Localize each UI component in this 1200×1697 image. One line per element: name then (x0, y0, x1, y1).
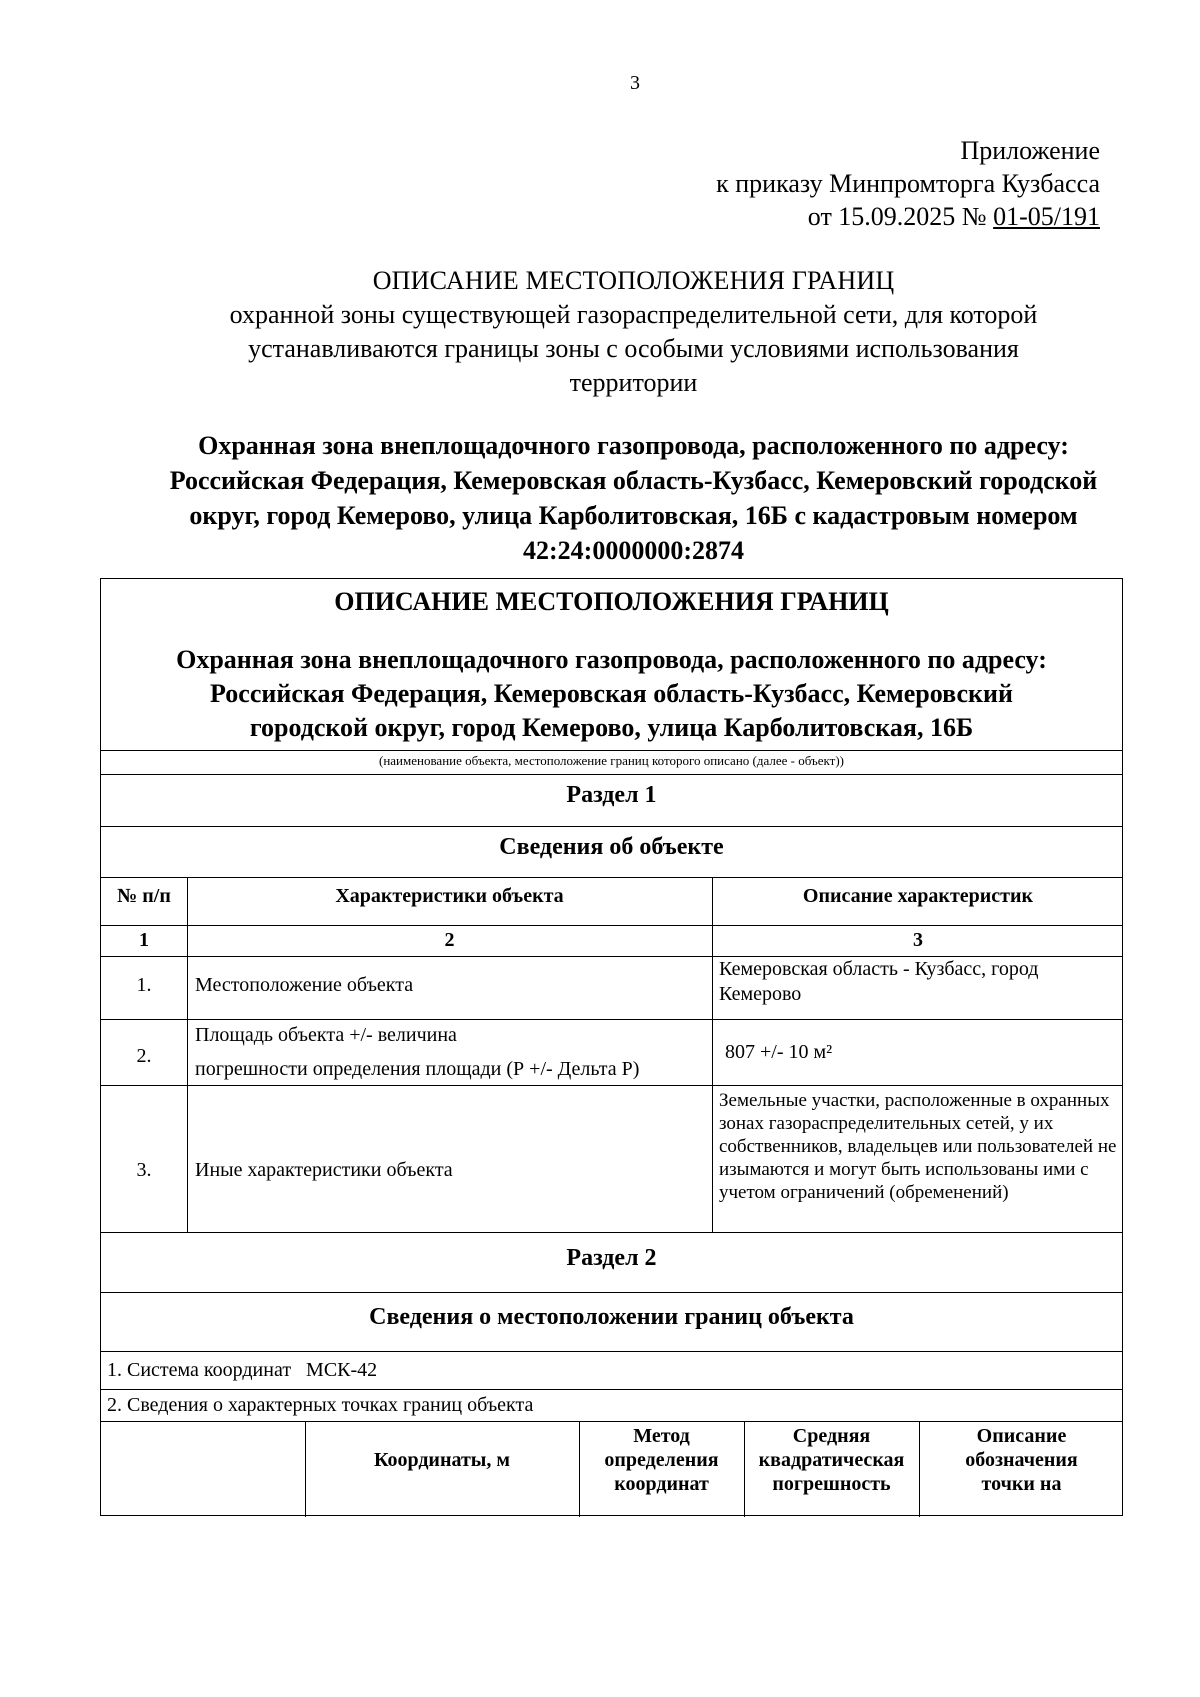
column-number: 2 (444, 929, 455, 951)
table-header-title: ОПИСАНИЕ МЕСТОПОЛОЖЕНИЯ ГРАНИЦ (334, 587, 889, 616)
document-title (100, 264, 1167, 400)
row-number: 2. (136, 1045, 152, 1067)
divider (101, 1389, 1122, 1390)
section1-subtitle: Сведения об объекте (499, 834, 724, 860)
divider (101, 774, 1122, 775)
row-description: Кемеровская область - Кузбасс, город Кемерово (719, 958, 1039, 1005)
object-name-line: городской округ, город Кемерово, улица Карболитовская, 16Б (249, 713, 974, 742)
row-description: Земельные участки, расположенные в охранных зонах газораспределительных сетей, у их собственников, владельцев или пользователей не изымаются и могут быть использованы ими с учетом ограничений (обременений) (719, 1090, 1117, 1203)
column-divider (712, 877, 713, 1232)
divider (101, 1019, 1122, 1020)
cadastral-number: 42:24:0000000:2874 (523, 536, 744, 565)
error-header (744, 1424, 919, 1496)
appendix-order-line: к приказу Минпромторга Кузбасса (716, 169, 1100, 198)
divider (101, 1351, 1122, 1352)
object-name (101, 643, 1122, 745)
subject-line: округ, город Кемерово, улица Карболитовская, 16Б с кадастровым номером (189, 501, 1078, 530)
header-line: обозначения (965, 1449, 1078, 1471)
section1-title: Раздел 1 (566, 782, 657, 808)
header-line: квадратическая (758, 1449, 905, 1471)
object-name-line: Охранная зона внеплощадочного газопровода, расположенного по адресу: (176, 645, 1047, 674)
column-header-characteristic: Характеристики объекта (335, 885, 564, 907)
subject-line: Охранная зона внеплощадочного газопровода, расположенного по адресу: (198, 431, 1069, 460)
divider (101, 750, 1122, 751)
order-number: 01-05/191 (993, 202, 1100, 231)
row-number: 1. (136, 974, 152, 996)
header-line: Средняя (792, 1425, 871, 1447)
boundary-description-table (100, 578, 1123, 1516)
divider (101, 826, 1122, 827)
column-header-description: Описание характеристик (802, 885, 1034, 907)
object-name-line: Российская Федерация, Кемеровская область-Кузбасс, Кемеровский (210, 679, 1013, 708)
appendix-line: Приложение (960, 136, 1100, 165)
appendix-date-line (716, 200, 1100, 233)
section2-subtitle: Сведения о местоположении границ объекта (369, 1304, 854, 1330)
page-number: 3 (630, 72, 640, 94)
divider (101, 925, 1122, 926)
header-line: Описание (976, 1425, 1067, 1447)
column-header-number: № п/п (117, 885, 171, 907)
column-divider (187, 877, 188, 1232)
divider (101, 1421, 1122, 1422)
appendix-date: от 15.09.2025 № (807, 202, 994, 231)
header-line: погрешность (772, 1473, 891, 1495)
divider (101, 1292, 1122, 1293)
coordinate-system: 1. Система координат МСК-42 (107, 1359, 378, 1381)
title-line: охранной зоны существующей газораспределительной сети, для которой (229, 300, 1038, 329)
title-line: территории (569, 368, 698, 397)
header-line: координат (614, 1473, 709, 1495)
points-info: 2. Сведения о характерных точках границ объекта (107, 1394, 534, 1416)
row-characteristic-line: погрешности определения площади (Р +/- Дельта Р) (195, 1058, 640, 1080)
object-caption: (наименование объекта, местоположение границ которого описано (далее - объект)) (379, 753, 844, 768)
header-line: определения (604, 1449, 719, 1471)
header-line: точки на (981, 1473, 1062, 1495)
point-description-header (919, 1424, 1124, 1496)
title-line: ОПИСАНИЕ МЕСТОПОЛОЖЕНИЯ ГРАНИЦ (372, 266, 895, 295)
row-characteristic: Местоположение объекта (195, 974, 414, 996)
row-characteristic-line: Площадь объекта +/- величина (195, 1024, 457, 1046)
divider (101, 877, 1122, 878)
divider (101, 1085, 1122, 1086)
header-line: Метод (633, 1425, 690, 1447)
row-number: 3. (136, 1159, 152, 1181)
subject-heading (100, 428, 1167, 568)
section2-title: Раздел 2 (566, 1245, 657, 1271)
column-number: 3 (913, 929, 923, 951)
coordinates-header: Координаты, м (373, 1449, 511, 1471)
row-characteristic: Иные характеристики объекта (195, 1159, 453, 1181)
title-line: устанавливаются границы зоны с особыми условиями использования (248, 334, 1019, 363)
row-description: 807 +/- 10 м² (725, 1041, 833, 1063)
method-header (579, 1424, 744, 1496)
divider (101, 1232, 1122, 1233)
appendix-block (716, 134, 1100, 233)
subject-line: Российская Федерация, Кемеровская область-Кузбасс, Кемеровский городской (169, 466, 1098, 495)
row-characteristic (195, 1023, 705, 1081)
column-number: 1 (139, 929, 149, 951)
